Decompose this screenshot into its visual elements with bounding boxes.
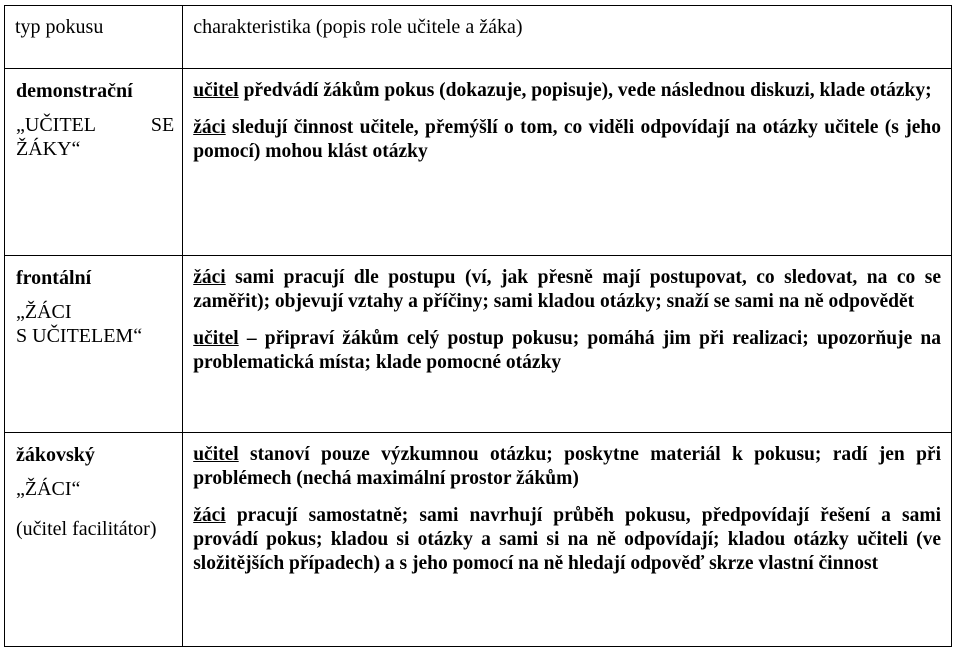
role-label: učitel	[193, 328, 239, 349]
role-paragraph	[193, 443, 941, 491]
role-description: – připraví žákům celý postup pokusu; pomáhá jim při realizaci; upozorňuje na problematická místa; klade pomocné otázky	[193, 328, 941, 373]
type-alias-line1: „UČITEL SE	[16, 114, 175, 136]
role-paragraph	[193, 327, 941, 375]
role-paragraph	[193, 266, 941, 314]
role-description: sami pracují dle postupu (ví, jak přesně mají postupovat, co sledovat, na co se zaměřit); objevují vztahy a příčiny; sami kladou otázky; snaží se sami na ně odpovědět	[193, 267, 941, 312]
characteristics-cell	[183, 433, 952, 647]
type-note: (učitel facilitátor)	[16, 518, 157, 540]
role-description: pracují samostatně; sami navrhují průběh pokusu, předpovídají řešení a sami provádí pokus; kladou si otázky a sami si na ně odpovídají; kladou otázky učiteli (ve složitějších případech) a s jeho pomocí na ně hledají odpověď skrze vlastní činnost	[193, 505, 941, 574]
header-cell-type: typ pokusu	[5, 6, 183, 69]
type-alias-line2: S UČITELEM“	[16, 325, 143, 347]
characteristics-cell	[183, 256, 952, 433]
table-header-row	[5, 6, 952, 69]
role-label: žáci	[193, 505, 226, 526]
type-name: frontální	[16, 267, 92, 289]
type-cell	[5, 69, 183, 256]
role-label: žáci	[193, 117, 226, 138]
role-label: učitel	[193, 444, 239, 465]
table-row	[5, 433, 952, 647]
table-row	[5, 256, 952, 433]
characteristics-cell	[183, 69, 952, 256]
role-description: předvádí žákům pokus (dokazuje, popisuje), vede následnou diskuzi, klade otázky;	[238, 80, 932, 101]
table-row	[5, 69, 952, 256]
role-description: stanoví pouze výzkumnou otázku; poskytne materiál k pokusu; radí jen při problémech (nechá maximální prostor žákům)	[193, 444, 941, 489]
role-description: sledují činnost učitele, přemýšlí o tom, co viděli odpovídají na otázky učitele (s jeho pomocí) mohou klást otázky	[193, 117, 941, 162]
type-name: žákovský	[16, 444, 95, 466]
type-cell	[5, 433, 183, 647]
role-paragraph	[193, 116, 941, 164]
type-cell	[5, 256, 183, 433]
type-alias-line1: „ŽÁCI“	[16, 478, 81, 500]
header-cell-characteristics: charakteristika (popis role učitele a žáka)	[183, 6, 952, 69]
role-paragraph	[193, 79, 941, 103]
experiment-types-table	[4, 5, 952, 647]
type-alias-line1: „ŽÁCI	[16, 301, 72, 323]
type-alias-line2: ŽÁKY“	[16, 138, 81, 160]
role-label: žáci	[193, 267, 226, 288]
type-name: demonstrační	[16, 80, 133, 102]
role-paragraph	[193, 504, 941, 576]
role-label: učitel	[193, 80, 239, 101]
